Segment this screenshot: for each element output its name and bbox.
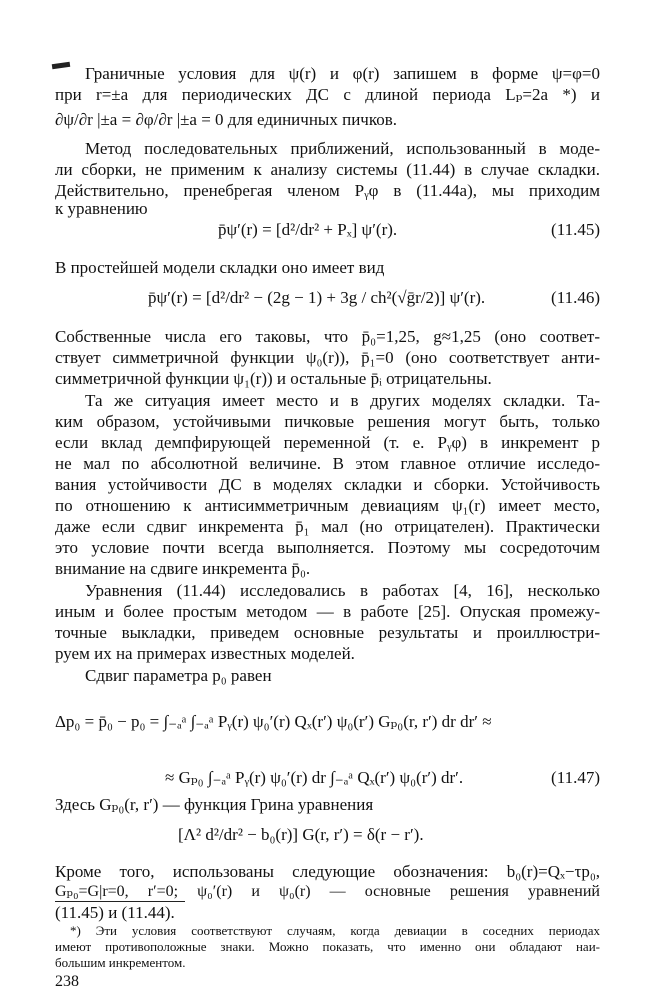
text-line: Здесь Gₚ₀(r, r′) — функция Грина уравнения: [55, 795, 374, 814]
text-line: даже если сдвиг инкремента p̄₁ мал (но отрицателен). Практически: [55, 517, 600, 536]
margin-mark: [52, 62, 71, 69]
text-line: (11.45) и (11.44).: [55, 903, 175, 922]
text-line: руем их на примерах известных моделей.: [55, 644, 355, 663]
equation-number: (11.47): [551, 768, 600, 787]
text-line: ∂ψ/∂r |±a = ∂φ/∂r |±a = 0 для единичных пичков.: [55, 110, 398, 129]
text-line: Та же ситуация имеет место и в других моделях складки. Та-: [85, 391, 600, 410]
text-line: если вклад демпфирующей переменной (т. е. Pᵧφ) в инкремент p: [55, 433, 600, 452]
text-line: Действительно, пренебрегая членом Pᵧφ в (11.44а), мы приходим: [55, 181, 600, 200]
text-line: Собственные числа его таковы, что p̄₀=1,25, g≈1,25 (оно соответ-: [55, 327, 600, 346]
equation-11-46: p̄ψ′(r) = [d²/dr² − (2g − 1) + 3g / ch²(√ḡr/2)] ψ′(r).: [148, 288, 486, 307]
text-line: ким образом, устойчивыми пичковые решения могут быть, только: [55, 412, 600, 431]
footnote-rule: [55, 901, 185, 902]
text-line: иным и более простым методом — в работе [25]. Опуская промежу-: [55, 602, 600, 621]
text-line: не мал по абсолютной величине. В этом главное отличие исследо-: [55, 454, 600, 473]
text-line: к уравнению: [55, 199, 148, 218]
footnote-line: имеют противоположные знаки. Можно показать, что именно они обладают наи-: [55, 939, 600, 954]
footnote-line: большим инкрементом.: [55, 955, 186, 970]
text-line: точные выкладки, приведем основные результаты и проиллюстри-: [55, 623, 600, 642]
text-line: вания устойчивости ДС в моделях складки и сборки. Устойчивость: [55, 475, 600, 494]
text-line: Уравнения (11.44) исследовались в работах [4, 16], несколько: [85, 581, 600, 600]
text-line: Gₚ₀=G|r=0, r′=0; ψ₀′(r) и ψ₀(r) — основные решения уравнений: [55, 883, 600, 900]
page-number: 238: [55, 973, 79, 990]
text-line: В простейшей модели складки оно имеет вид: [55, 258, 385, 277]
text-line: ствует симметричной функции ψ₀(r)), p̄₁=0 (оно соответствует анти-: [55, 348, 600, 367]
text-line: Метод последовательных приближений, использованный в моде-: [85, 139, 600, 158]
text-line: ли сборки, не применим к анализу системы (11.44) в случае складки.: [55, 160, 600, 179]
text-line: при r=±a для периодических ДС с длиной периода Lₚ=2a *) и: [55, 85, 600, 104]
footnote-line: *) Эти условия соответствуют случаям, когда девиации в соседних периодах: [70, 923, 600, 938]
text-line: Граничные условия для ψ(r) и φ(r) запишем в форме ψ=φ=0: [85, 64, 600, 83]
equation-11-45: p̄ψ′(r) = [d²/dr² + Pₓ] ψ′(r).: [218, 220, 398, 239]
text-line: Кроме того, использованы следующие обозначения: b₀(r)=Qₓ−τp₀,: [55, 862, 600, 881]
text-line: по отношению к антисимметричным девиациям ψ₁(r) имеет место,: [55, 496, 600, 515]
equation-number: (11.45): [551, 220, 600, 239]
equation-11-47-line-1: Δp₀ = p̄₀ − p₀ = ∫₋ₐᵃ ∫₋ₐᵃ Pᵧ(r) ψ₀′(r) Qₓ(r′) ψ₀(r′) Gₚ₀(r, r′) dr dr′ ≈: [55, 712, 492, 731]
equation-11-47-line-2: ≈ Gₚ₀ ∫₋ₐᵃ Pᵧ(r) ψ₀′(r) dr ∫₋ₐᵃ Qₓ(r′) ψ₀(r′) dr′.: [165, 768, 464, 787]
text-line: внимание на сдвиге инкремента p̄₀.: [55, 559, 311, 578]
green-equation: [Λ² d²/dr² − b₀(r)] G(r, r′) = δ(r − r′).: [178, 825, 424, 844]
text-line: это условие почти всегда выполняется. Поэтому мы сосредоточим: [55, 538, 600, 557]
equation-number: (11.46): [551, 288, 600, 307]
text-line: Сдвиг параметра p₀ равен: [85, 666, 272, 685]
text-line: симметричной функции ψ₁(r)) и остальные p̄ᵢ отрицательны.: [55, 369, 492, 388]
